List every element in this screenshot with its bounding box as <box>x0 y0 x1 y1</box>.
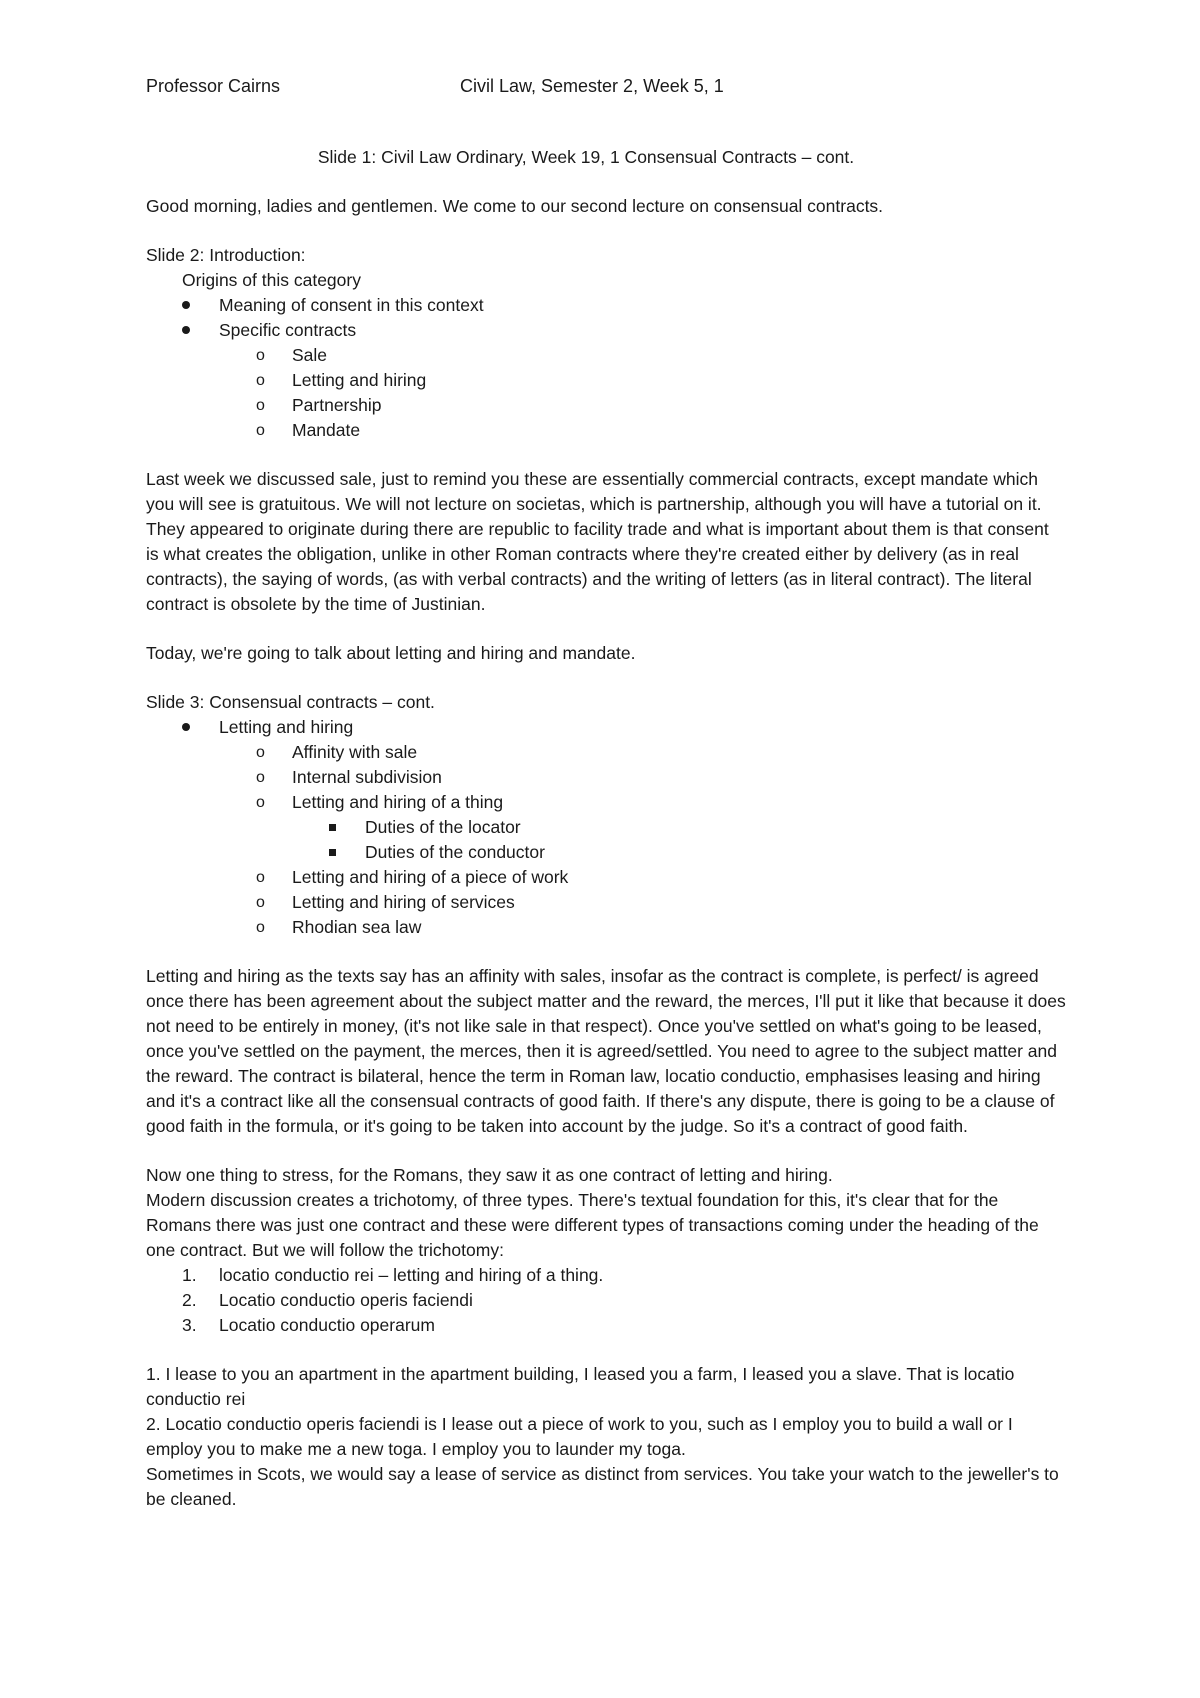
list-item: o Internal subdivision <box>146 765 1066 790</box>
slide3-section <box>146 690 1066 964</box>
list-item: o Mandate <box>146 418 1066 443</box>
paragraph-sale-recap: Last week we discussed sale, just to remind you these are essentially commercial contracts, except mandate which you will see is gratuitous. We will not lecture on societas, which is partnership, although you will have a tutorial on it. They appeared to originate during there are republic to facility trade and what is important about them is that consent is what creates the obligation, unlike in other Roman contracts where they're created either by delivery (as in real contracts), the saying of words, (as with verbal contracts) and the writing of letters (as in literal contract). The literal contract is obsolete by the time of Justinian. <box>146 469 1049 614</box>
bullet-circle-icon: o <box>256 869 265 886</box>
list-item: Duties of the conductor <box>146 840 1066 865</box>
list-item: Meaning of consent in this context <box>146 293 1066 318</box>
slide2-subheading: Origins of this category <box>182 270 361 290</box>
bullet-circle-icon: o <box>256 794 265 811</box>
slide2-bullet-list <box>146 293 1066 443</box>
list-item: o Affinity with sale <box>146 740 1066 765</box>
paragraph-example-rei: 1. I lease to you an apartment in the apartment building, I leased you a farm, I leased you a slave. That is locatio conductio rei <box>146 1364 1015 1409</box>
document-title: Slide 1: Civil Law Ordinary, Week 19, 1 Consensual Contracts – cont. <box>317 147 855 167</box>
paragraph-today: Today, we're going to talk about letting and hiring and mandate. <box>146 643 636 663</box>
bullet-circle-icon: o <box>256 744 265 761</box>
list-item: 1. locatio conductio rei – letting and hiring of a thing. <box>182 1265 604 1285</box>
list-item: Duties of the locator <box>146 815 1066 840</box>
bullet-circle-icon: o <box>256 372 265 389</box>
bullet-dot-icon <box>182 723 190 731</box>
slide3-bullet-list <box>146 715 1066 940</box>
bullet-circle-icon: o <box>256 769 265 786</box>
header-author: Professor Cairns <box>146 76 281 96</box>
paragraph-trichotomy: Modern discussion creates a trichotomy, of three types. There's textual foundation for this, it's clear that for the Romans there was just one contract and these were different types of transactions coming under the heading of the one contract. But we will follow the trichotomy: <box>146 1190 1039 1260</box>
header-course: Civil Law, Semester 2, Week 5, 1 <box>460 76 724 96</box>
document-body <box>146 145 1066 1512</box>
bullet-dot-icon <box>182 301 190 309</box>
list-item: 2. Locatio conductio operis faciendi <box>182 1290 473 1310</box>
bullet-circle-icon: o <box>256 347 265 364</box>
list-item: o Letting and hiring of services <box>146 890 1066 915</box>
list-item: 3. Locatio conductio operarum <box>182 1315 435 1335</box>
paragraph-scots: Sometimes in Scots, we would say a lease of service as distinct from services. You take your watch to the jeweller's to be cleaned. <box>146 1464 1059 1509</box>
paragraph-one-contract: Now one thing to stress, for the Romans, they saw it as one contract of letting and hiring. <box>146 1165 833 1185</box>
paragraph-affinity: Letting and hiring as the texts say has an affinity with sales, insofar as the contract is complete, is perfect/ is agreed once there has been agreement about the subject matter and the reward, the merces, I'll put it like that because it does not need to be entirely in money, (it's not like sale in that respect). Once you've settled on what's going to be leased, once you've settled on the payment, the merces, then it is agreed/settled. You need to agree to the subject matter and the reward. The contract is bilateral, hence the term in Roman law, locatio conductio, emphasises leasing and hiring and it's a contract like all the consensual contracts of good faith. If there's any dispute, there is going to be a clause of good faith in the formula, or it's going to be taken into account by the judge. So it's a contract of good faith. <box>146 966 1066 1136</box>
list-item: o Letting and hiring of a thing <box>146 790 1066 815</box>
paragraph-example-operis: 2. Locatio conductio operis faciendi is I lease out a piece of work to you, such as I employ you to build a wall or I employ you to make me a new toga. I employ you to launder my toga. <box>146 1414 1013 1459</box>
bullet-circle-icon: o <box>256 397 265 414</box>
bullet-square-icon <box>329 849 336 856</box>
list-item: o Letting and hiring of a piece of work <box>146 865 1066 890</box>
slide2-section <box>146 243 1066 467</box>
slide2-heading: Slide 2: Introduction: <box>146 245 306 265</box>
list-item: o Letting and hiring <box>146 368 1066 393</box>
slide3-heading: Slide 3: Consensual contracts – cont. <box>146 692 435 712</box>
list-item: o Rhodian sea law <box>146 915 1066 940</box>
trichotomy-list <box>146 1263 1066 1338</box>
bullet-circle-icon: o <box>256 894 265 911</box>
list-item: Letting and hiring <box>146 715 1066 740</box>
bullet-square-icon <box>329 824 336 831</box>
list-item: Specific contracts <box>146 318 1066 343</box>
bullet-circle-icon: o <box>256 919 265 936</box>
greeting-paragraph: Good morning, ladies and gentlemen. We come to our second lecture on consensual contracts. <box>146 196 884 216</box>
bullet-circle-icon: o <box>256 422 265 439</box>
bullet-dot-icon <box>182 326 190 334</box>
list-item: o Partnership <box>146 393 1066 418</box>
list-item: o Sale <box>146 343 1066 368</box>
